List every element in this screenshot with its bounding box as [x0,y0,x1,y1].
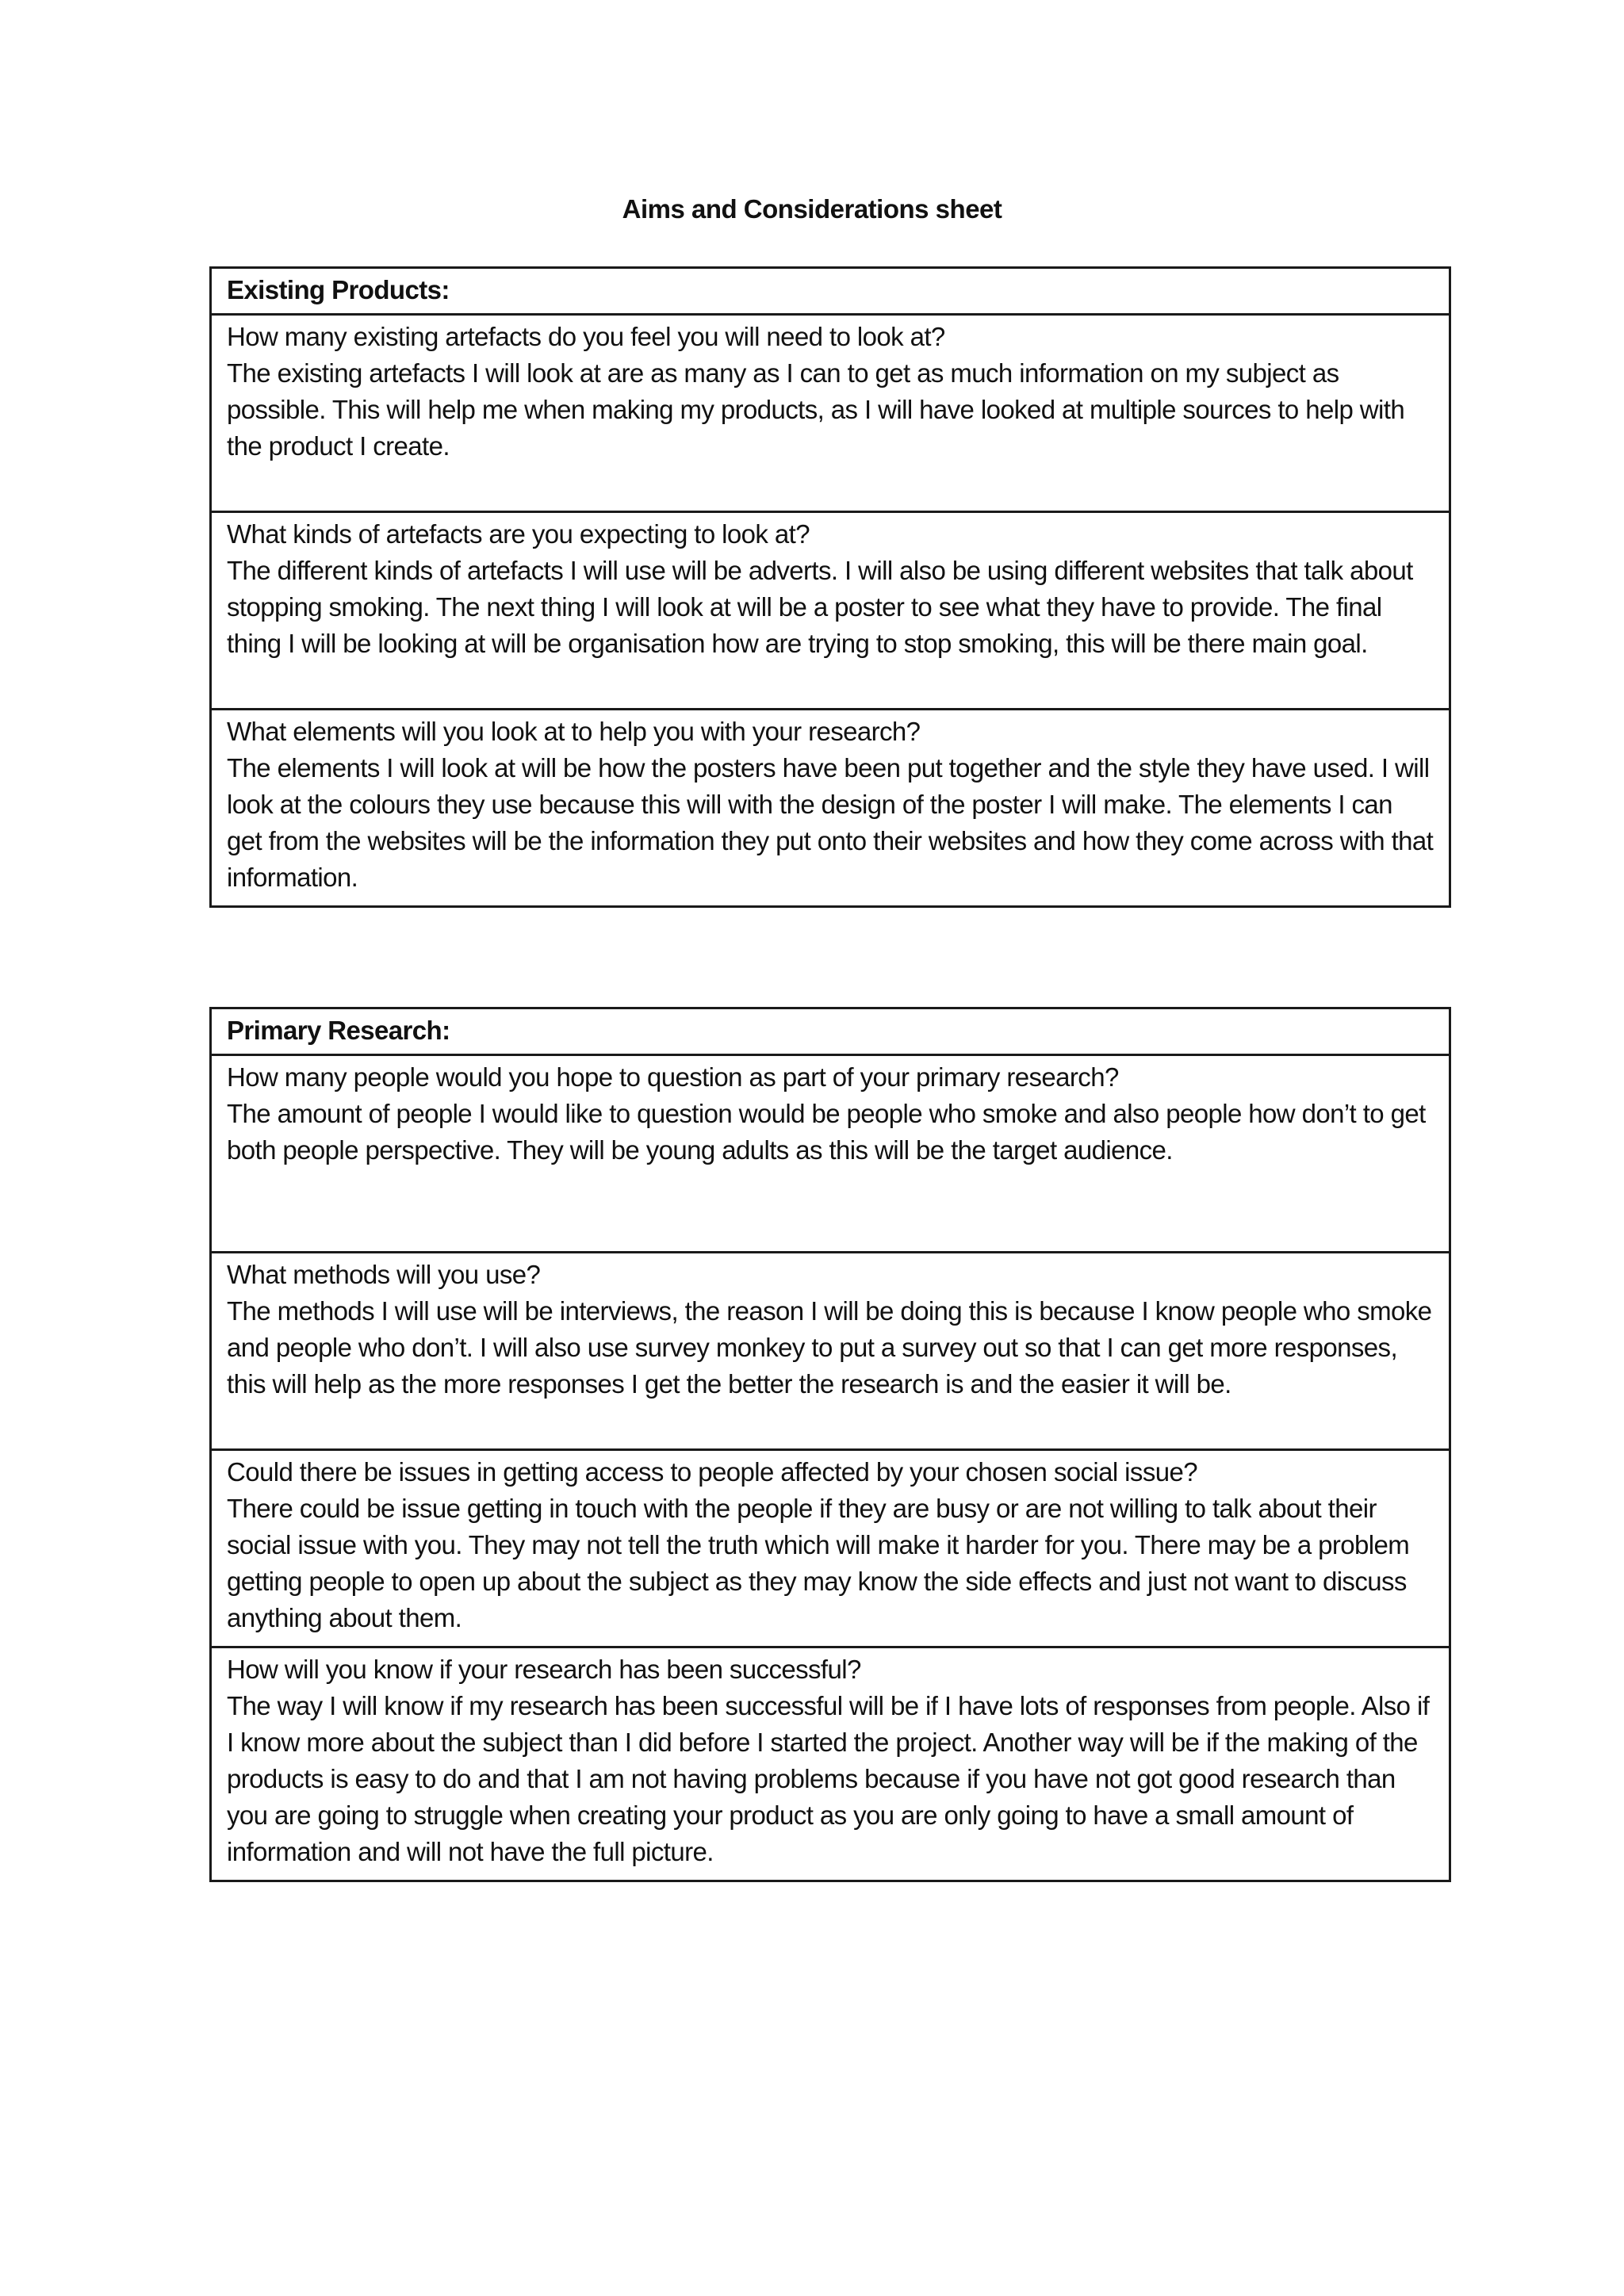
section-heading: Primary Research: [211,1008,1450,1055]
table-row [211,1647,1450,1881]
section-heading: Existing Products: [211,268,1450,315]
answer-text: The way I will know if my research has been successful will be if I have lots of responses from people. Also if I know more about the subject than I did before I started the project. Another way will be if the making of the products is easy to do and that I am not having problems because if you have not got good research than you are going to struggle when creating your product as you are only going to have a small amount of information and will not have the full picture. [227,1691,1430,1866]
question-cell [211,1647,1450,1881]
table-row [211,1253,1450,1450]
table-row [211,710,1450,907]
answer-text: The existing artefacts I will look at are as many as I can to get as much information on my subject as possible. This will help me when making my products, as I will have looked at multiple sources to help with the product I create. [227,358,1405,461]
question-text: Could there be issues in getting access to people affected by your chosen social issue? [227,1457,1197,1487]
question-text: What methods will you use? [227,1260,541,1289]
question-cell [211,1253,1450,1450]
question-text: What elements will you look at to help you with your research? [227,717,921,746]
question-cell [211,1450,1450,1647]
question-cell [211,710,1450,907]
answer-text: The elements I will look at will be how the posters have been put together and the style they have used. I will look at the colours they use because this will with the design of the poster I will make. The elements I can get from the websites will be the information they put onto their websites and how they come across with that information. [227,753,1434,892]
question-text: How many existing artefacts do you feel you will need to look at? [227,322,945,351]
table-row [211,1055,1450,1253]
table-row [211,512,1450,710]
answer-text: There could be issue getting in touch with the people if they are busy or are not willing to talk about their social issue with you. They may not tell the truth which will make it harder for you. There may be a problem getting people to open up about the subject as they may know the side effects and just not want to discuss anything about them. [227,1494,1410,1632]
answer-text: The different kinds of artefacts I will use will be adverts. I will also be using different websites that talk about stopping smoking. The next thing I will look at will be a poster to see what they have to provide. The final thing I will be looking at will be organisation how are trying to stop smoking, this will be there main goal. [227,556,1413,658]
question-text: How will you know if your research has been successful? [227,1655,861,1684]
question-cell [211,315,1450,512]
answer-text: The amount of people I would like to question would be people who smoke and also people how don’t to get both people perspective. They will be young adults as this will be the target audience. [227,1099,1426,1165]
question-cell [211,1055,1450,1253]
question-cell [211,512,1450,710]
page-title: Aims and Considerations sheet [622,194,1002,224]
primary-research-table [209,1007,1451,1882]
question-text: How many people would you hope to question as part of your primary research? [227,1062,1119,1092]
table-row [211,315,1450,512]
existing-products-table [209,266,1451,908]
question-text: What kinds of artefacts are you expecting to look at? [227,519,810,549]
answer-text: The methods I will use will be interviews, the reason I will be doing this is because I know people who smoke and people who don’t. I will also use survey monkey to put a survey out so that I can get more responses, this will help as the more responses I get the better the research is and the easier it will be. [227,1296,1432,1399]
table-row [211,1450,1450,1647]
